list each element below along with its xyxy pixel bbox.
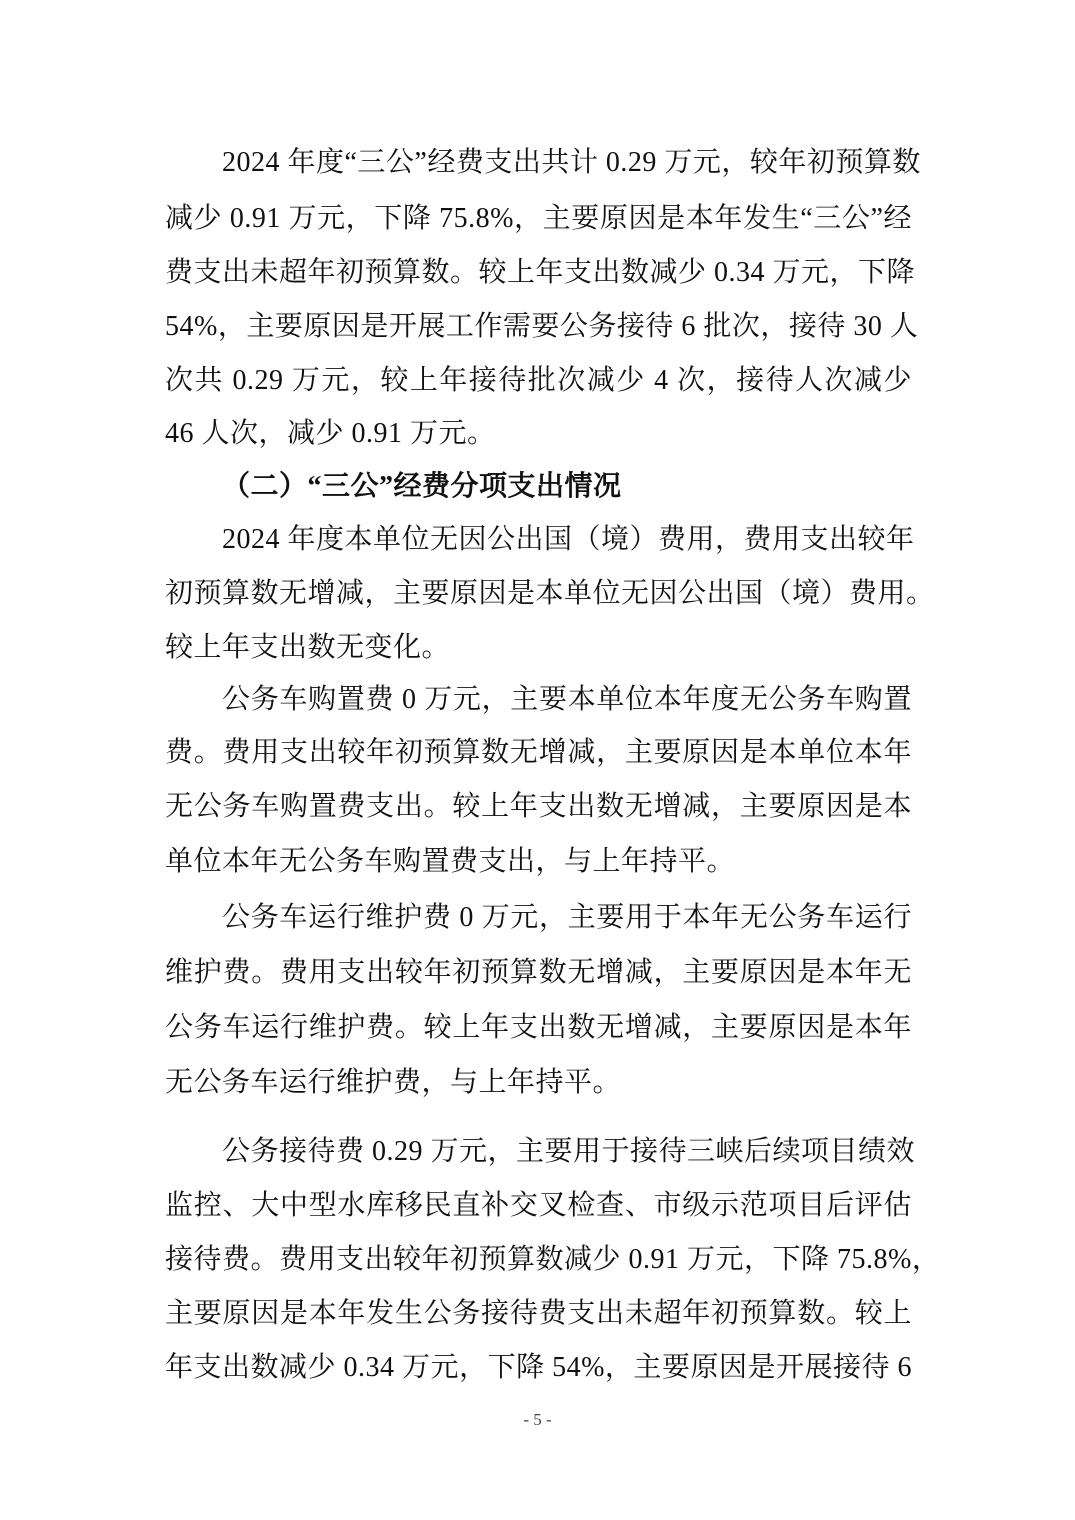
paragraph-line: 2024 年度本单位无因公出国（境）费用，费用支出较年 bbox=[222, 524, 915, 555]
paragraph-line: 54%，主要原因是开展工作需要公务接待 6 批次，接待 30 人 bbox=[165, 311, 919, 342]
paragraph-line: 公务接待费 0.29 万元，主要用于接待三峡后续项目绩效 bbox=[222, 1136, 916, 1167]
paragraph-line: 减少 0.91 万元，下降 75.8%，主要原因是本年发生“三公”经 bbox=[165, 203, 912, 234]
paragraph-line: 单位本年无公务车购置费支出，与上年持平。 bbox=[165, 846, 736, 877]
paragraph-line: 较上年支出数无变化。 bbox=[165, 632, 451, 663]
paragraph-line: 初预算数无增减，主要原因是本单位无因公出国（境）费用。 bbox=[165, 578, 935, 609]
paragraph-line: 无公务车购置费支出。较上年支出数无增减，主要原因是本 bbox=[165, 791, 912, 822]
paragraph-line: 次共 0.29 万元，较上年接待批次减少 4 次，接待人次减少 bbox=[165, 365, 912, 396]
paragraph-line: 主要原因是本年发生公务接待费支出未超年初预算数。较上 bbox=[165, 1298, 912, 1329]
paragraph-line: 46 人次，减少 0.91 万元。 bbox=[165, 418, 496, 449]
paragraph-line: 公务车运行维护费 0 万元，主要用于本年无公务车运行 bbox=[222, 902, 912, 933]
paragraph-line: 监控、大中型水库移民直补交叉检查、市级示范项目后评估 bbox=[165, 1190, 912, 1221]
paragraph-line: 无公务车运行维护费，与上年持平。 bbox=[165, 1067, 622, 1098]
section-heading: （二）“三公”经费分项支出情况 bbox=[222, 471, 622, 502]
paragraph-line: 2024 年度“三公”经费支出共计 0.29 万元，较年初预算数 bbox=[222, 147, 921, 178]
paragraph-line: 维护费。费用支出较年初预算数无增减，主要原因是本年无 bbox=[165, 957, 912, 988]
paragraph-line: 公务车运行维护费。较上年支出数无增减，主要原因是本年 bbox=[165, 1012, 912, 1043]
paragraph-line: 费。费用支出较年初预算数无增减，主要原因是本单位本年 bbox=[165, 737, 912, 768]
paragraph-line: 年支出数减少 0.34 万元，下降 54%，主要原因是开展接待 6 bbox=[165, 1352, 912, 1383]
paragraph-line: 接待费。费用支出较年初预算数减少 0.91 万元，下降 75.8%， bbox=[165, 1244, 941, 1275]
paragraph-line: 费支出未超年初预算数。较上年支出数减少 0.34 万元，下降 bbox=[165, 257, 916, 288]
page-number: - 5 - bbox=[523, 1410, 552, 1429]
paragraph-line: 公务车购置费 0 万元，主要本单位本年度无公务车购置 bbox=[222, 684, 912, 715]
